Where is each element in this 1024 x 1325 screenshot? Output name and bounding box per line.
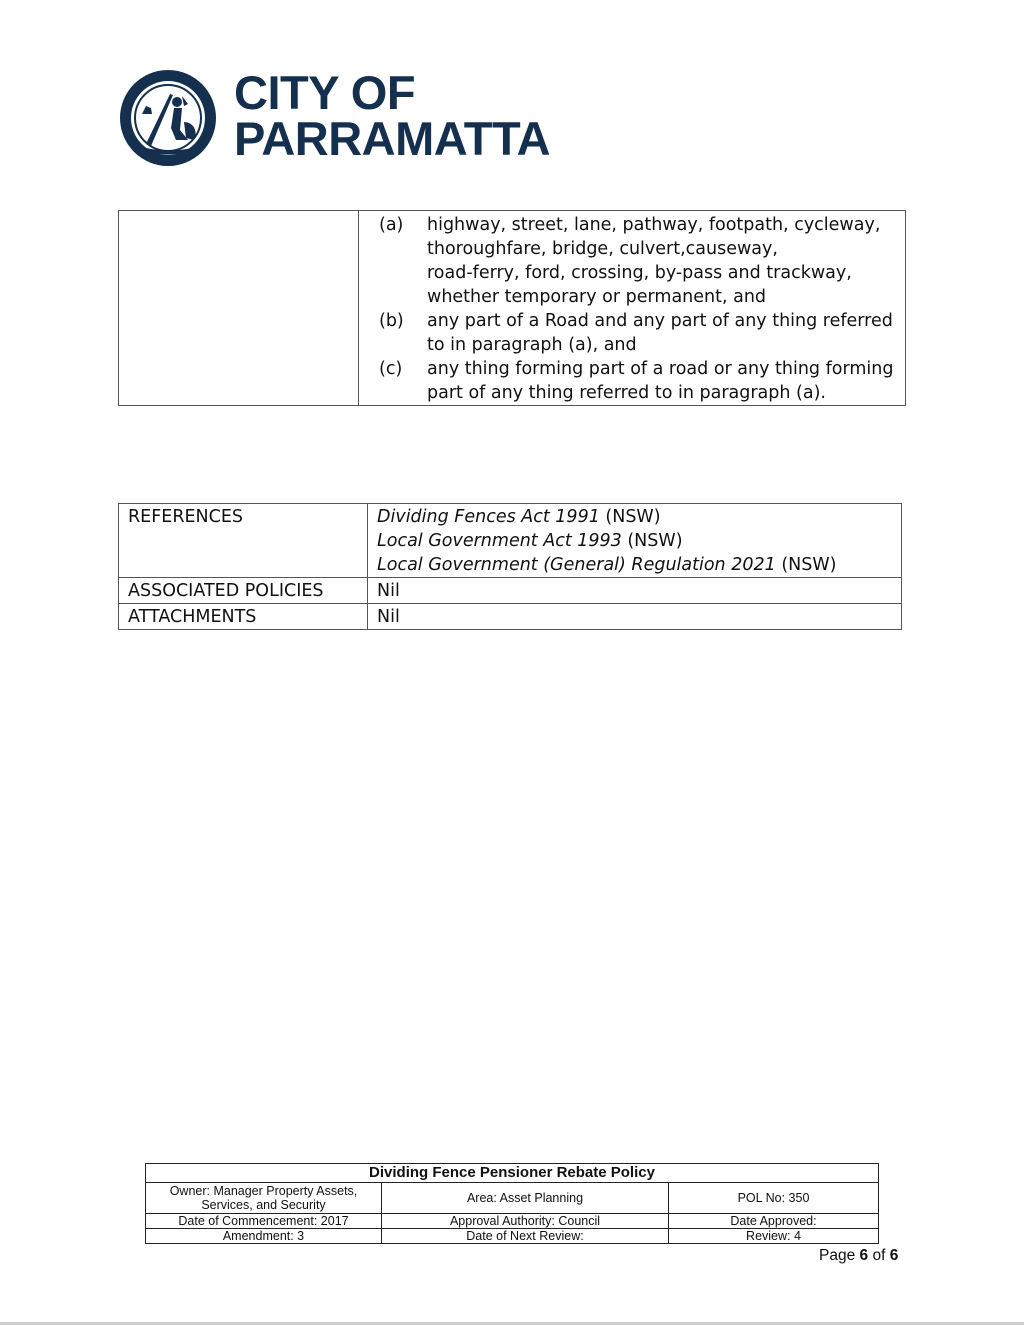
attachments-row — [119, 604, 902, 630]
parramatta-emblem-icon — [116, 66, 220, 170]
definition-letter: (c) — [379, 359, 403, 379]
references-label: REFERENCES — [119, 504, 368, 578]
policy-footer-table — [145, 1163, 879, 1244]
attachments-value: Nil — [368, 604, 902, 630]
definition-item-c — [379, 357, 905, 405]
definition-line: road-ferry, ford, crossing, by-pass and trackway, — [427, 263, 852, 283]
attachments-label: ATTACHMENTS — [119, 604, 368, 630]
definition-line: any part of a Road and any part of any thing referred — [427, 311, 893, 331]
page-prefix: Page — [819, 1247, 860, 1264]
logo-line-1: CITY OF — [234, 66, 416, 119]
definition-line: any thing forming part of a road or any thing forming — [427, 359, 894, 379]
policy-area: Area: Asset Planning — [382, 1183, 669, 1214]
definition-line: highway, street, lane, pathway, footpath, cycleway, — [427, 215, 881, 235]
reference-title: Dividing Fences Act 1991 — [377, 507, 600, 527]
reference-suffix: (NSW) — [599, 507, 661, 527]
page-of: of — [868, 1247, 890, 1264]
policy-number: POL No: 350 — [669, 1183, 879, 1214]
reference-title: Local Government Act 1993 — [377, 531, 622, 551]
definition-term-cell — [119, 211, 359, 406]
associated-policies-row — [119, 578, 902, 604]
logo-line-2: PARRAMATTA — [234, 112, 551, 165]
page-total: 6 — [889, 1247, 899, 1264]
policy-amendment: Amendment: 3 — [146, 1229, 382, 1244]
reference-title: Local Government (General) Regulation 2021 — [377, 555, 776, 575]
policy-title: Dividing Fence Pensioner Rebate Policy — [146, 1164, 879, 1183]
reference-suffix: (NSW) — [621, 531, 683, 551]
references-list — [368, 504, 902, 578]
definition-text — [427, 357, 905, 405]
references-table — [118, 503, 902, 630]
definition-item-b — [379, 309, 905, 357]
references-row — [119, 504, 902, 578]
definition-line: to in paragraph (a), and — [427, 335, 637, 355]
city-of-parramatta-logo — [116, 66, 556, 170]
associated-policies-label: ASSOCIATED POLICIES — [119, 578, 368, 604]
associated-policies-value: Nil — [368, 578, 902, 604]
reference-item — [377, 529, 893, 553]
reference-suffix: (NSW) — [775, 555, 837, 575]
definition-line: whether temporary or permanent, and — [427, 287, 767, 307]
policy-owner: Owner: Manager Property Assets, Services, and Security — [146, 1183, 382, 1214]
reference-item — [377, 553, 893, 577]
logo-wordmark — [234, 66, 551, 165]
policy-date-approved: Date Approved: — [669, 1214, 879, 1229]
policy-review: Review: 4 — [669, 1229, 879, 1244]
road-definition-table — [118, 210, 906, 406]
reference-item — [377, 505, 893, 529]
definition-list — [359, 211, 905, 405]
page-number — [819, 1247, 898, 1265]
definition-text — [427, 309, 905, 357]
definition-line: part of any thing referred to in paragraph (a). — [427, 383, 826, 403]
definition-letter: (a) — [379, 215, 404, 235]
definition-item-a — [379, 213, 905, 309]
page-current: 6 — [859, 1247, 869, 1264]
policy-next-review: Date of Next Review: — [382, 1229, 669, 1244]
definition-body-cell — [359, 211, 906, 406]
policy-approval-authority: Approval Authority: Council — [382, 1214, 669, 1229]
definition-text — [427, 213, 905, 309]
definition-letter: (b) — [379, 311, 404, 331]
definition-line: thoroughfare, bridge, culvert,causeway, — [427, 239, 778, 259]
policy-commencement: Date of Commencement: 2017 — [146, 1214, 382, 1229]
